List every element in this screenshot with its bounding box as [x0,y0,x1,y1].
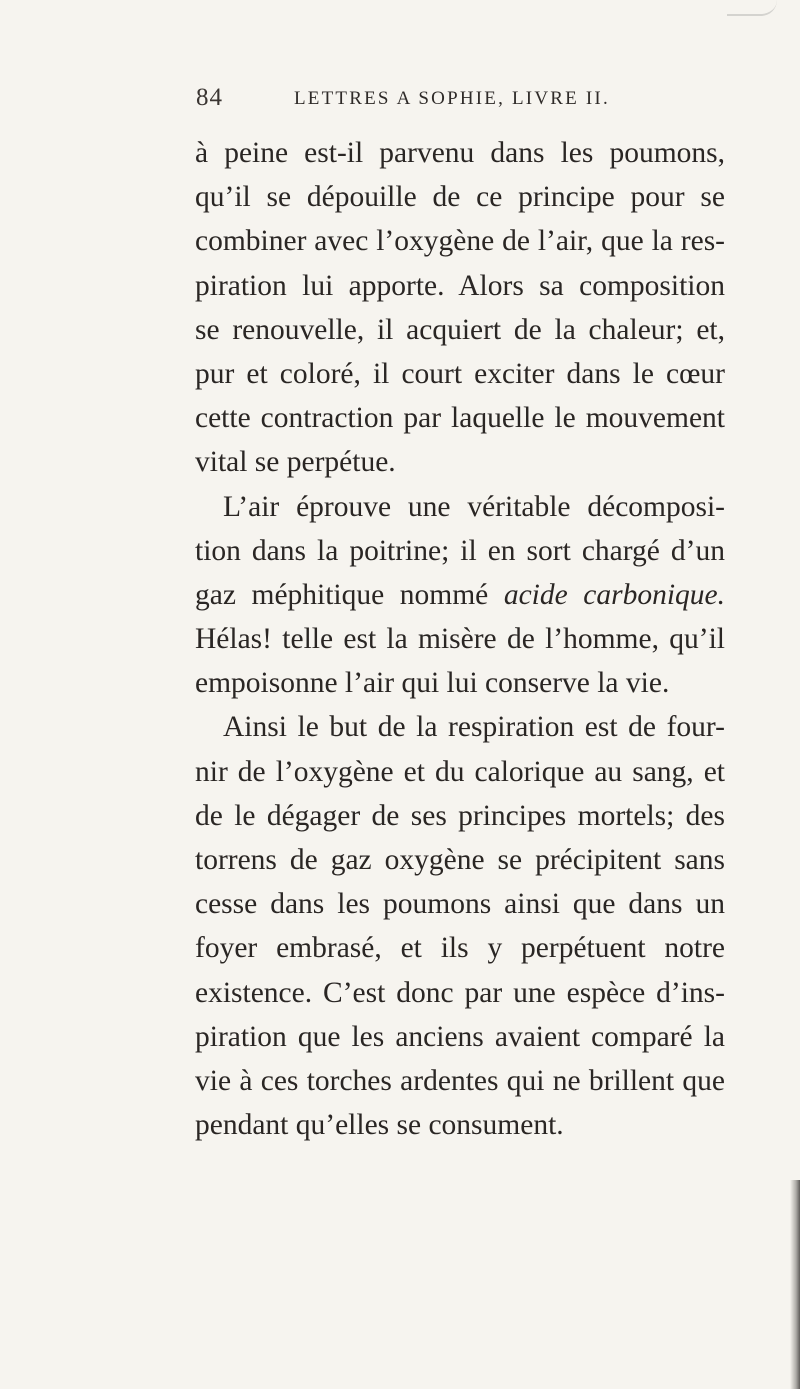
text-line: vie à ces torches ardentes qui ne brillent que [195,1064,725,1097]
text-segment: gaz méphitique nommé [195,578,504,611]
text-line: cette contraction par laquelle le mouvement [195,402,725,435]
text-line: nir de l’oxygène et du calorique au sang, et [195,755,725,788]
text-line: à peine est-il parvenu dans les poumons, [195,137,725,169]
italic-term: acide carbonique. [503,578,725,611]
body-text [195,131,725,1147]
text-line: cesse dans les poumons ainsi que dans un [195,888,725,921]
text-line [195,573,725,617]
text-line: tion dans la poitrine; il en sort chargé d’un [195,534,725,567]
text-line: Ainsi le but de la respiration est de four- [223,711,725,744]
text-line: foyer embrasé, et ils y perpétuent notre [195,932,725,965]
page-edge-mark [727,0,777,16]
page-header [196,84,756,114]
text-line: qu’il se dépouille de ce principe pour se [195,181,725,214]
text-line: existence. C’est donc par une espèce d’ins- [195,976,725,1009]
text-line: empoisonne l’air qui lui conserve la vie. [195,667,670,700]
text-line: piration que les anciens avaient comparé la [195,1020,725,1053]
text-line: combiner avec l’oxygène de l’air, que la res- [195,225,725,258]
text-line: torrens de gaz oxygène se précipitent sans [195,844,725,876]
running-head: LETTRES A SOPHIE, LIVRE II. [294,88,610,109]
text-line: pur et coloré, il court exciter dans le cœur [195,357,725,390]
text-line: piration lui apporte. Alors sa composition [195,269,725,302]
page-edge-shadow [790,1180,800,1389]
text-line: se renouvelle, il acquiert de la chaleur; et, [195,313,725,346]
text-line: Hélas! telle est la misère de l’homme, qu’il [195,623,725,656]
text-line: vital se perpétue. [195,446,396,479]
text-line: pendant qu’elles se consument. [195,1109,564,1142]
text-line: de le dégager de ses principes mortels; des [195,799,725,832]
page-number: 84 [196,84,223,111]
text-line: L’air éprouve une véritable décomposi- [223,490,725,523]
